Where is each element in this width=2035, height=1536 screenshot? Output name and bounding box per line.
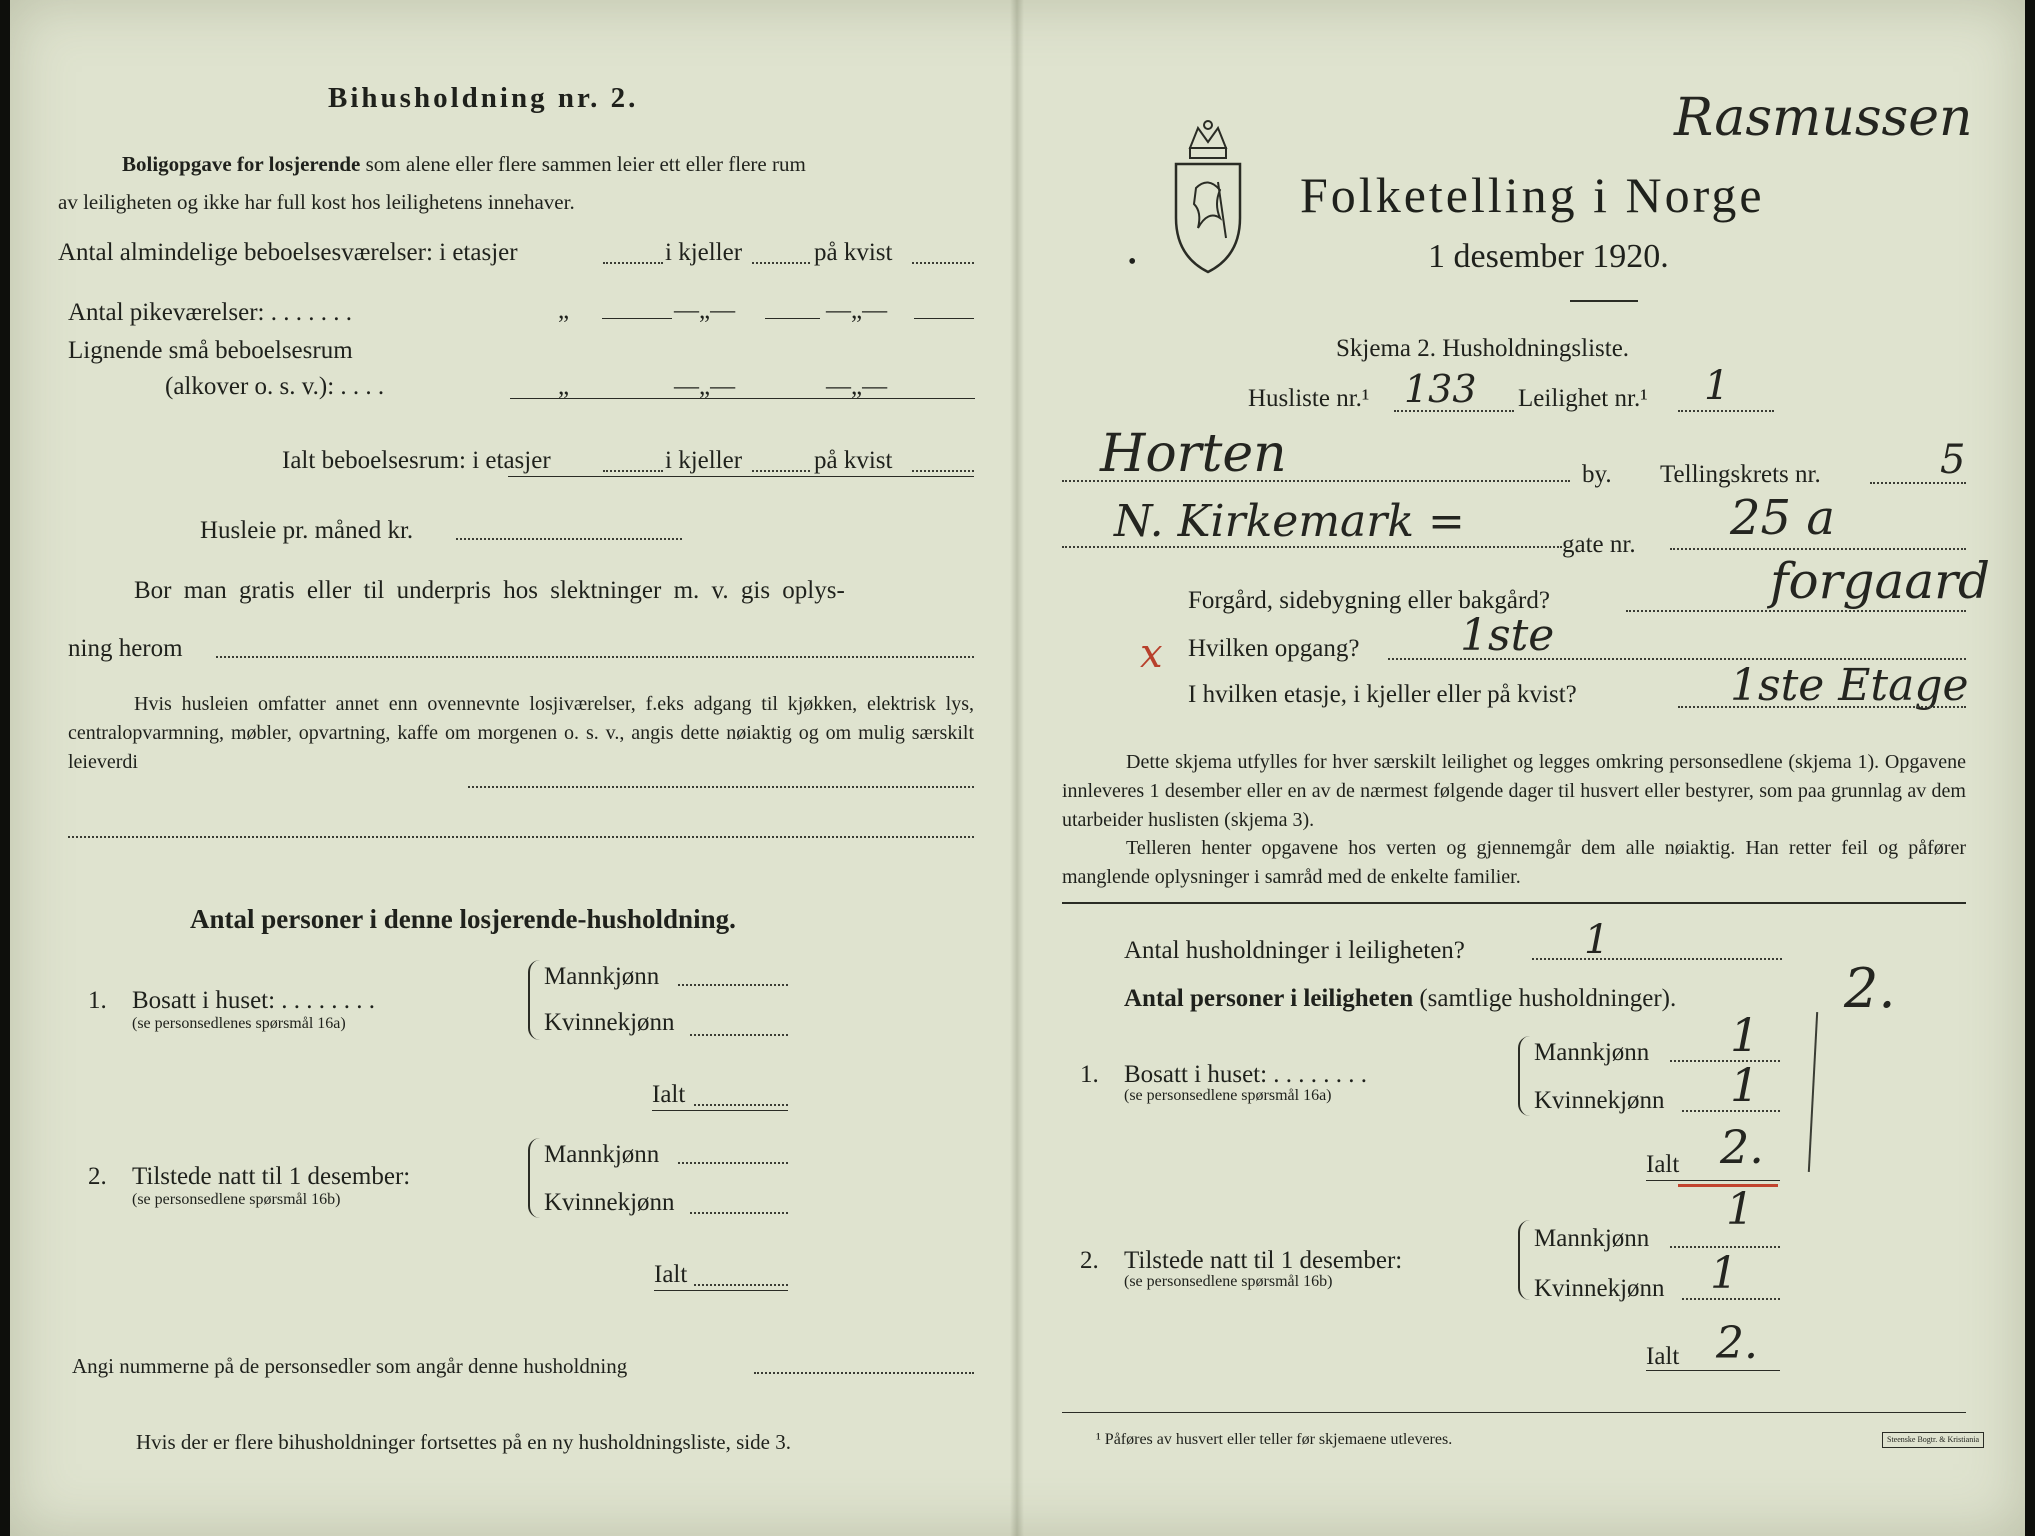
- tellingskrets-blank[interactable]: [1870, 482, 1966, 484]
- left-q2-sub: (se personsedlene spørsmål 16b): [132, 1191, 341, 1208]
- left-q2-label: Tilstede natt til 1 desember:: [132, 1163, 411, 1190]
- ditto-mark-5: —„—: [674, 373, 736, 400]
- ialt-kjeller-blank[interactable]: [752, 470, 810, 472]
- leilighet-value: 1: [1704, 363, 1730, 409]
- right-q2-ialt: Ialt: [1646, 1343, 1680, 1370]
- ning-herom-text: ning herom: [68, 635, 183, 662]
- gate-value: N. Kirkemark =: [1114, 496, 1465, 547]
- lignende-blank[interactable]: [510, 398, 975, 399]
- by-value: Horten: [1100, 424, 1287, 484]
- left-q1-ialt: Ialt: [652, 1081, 686, 1108]
- ialt-etasjer-blank[interactable]: [603, 470, 663, 472]
- pike-kjeller-blank[interactable]: [765, 318, 820, 319]
- angi-blank[interactable]: [754, 1372, 974, 1374]
- antal-hush-label: Antal husholdninger i leiligheten?: [1124, 937, 1465, 964]
- left-q2-num: 2.: [88, 1163, 107, 1190]
- leilighet-blank[interactable]: [1678, 410, 1774, 412]
- skjema-label: Skjema 2. Husholdningsliste.: [1336, 335, 1630, 362]
- husliste-value: 133: [1404, 367, 1477, 411]
- kjeller-blank[interactable]: [752, 262, 810, 264]
- right-q2-mann-value: 1: [1726, 1184, 1754, 1235]
- tellingskrets-value: 5: [1940, 437, 1966, 483]
- right-q1-ialt-value: 2.: [1720, 1120, 1764, 1174]
- left-q2-kvinne-blank[interactable]: [690, 1212, 788, 1214]
- leilighet-label: Leilighet nr.¹: [1518, 385, 1648, 412]
- lignende-label-1: Lignende små beboelsesrum: [68, 337, 353, 364]
- ditto-mark-4: „: [558, 373, 570, 400]
- bullet-mark: •: [1128, 249, 1137, 275]
- right-q2-mann: Mannkjønn: [1534, 1225, 1650, 1252]
- center-fold: [1010, 0, 1024, 1536]
- husleie-label: Husleie pr. måned kr.: [200, 517, 414, 544]
- forgaard-label: Forgård, sidebygning eller bakgård?: [1188, 587, 1550, 614]
- left-q1-sub: (se personsedlenes spørsmål 16a): [132, 1015, 346, 1032]
- gate-nr-blank[interactable]: [1670, 548, 1966, 550]
- ditto-mark-3: —„—: [826, 297, 888, 324]
- right-q1-num: 1.: [1080, 1061, 1099, 1088]
- right-q1-sub: (se personsedlene spørsmål 16a): [1124, 1087, 1332, 1104]
- instructions-1: Dette skjema utfylles for hver særskilt leilighet og legges omkring personsedlene (skjema 1). Opgavene innleveres 1 desember eller en av de nærmest følgende dager til husvert eller bestyrer, som paa grunnlag av dem utarbeider huslisten (skjema 3).: [1062, 751, 1966, 831]
- right-q1-ialt: Ialt: [1646, 1151, 1680, 1178]
- by-label: by.: [1582, 461, 1612, 488]
- right-q2-ialt-line: [1646, 1370, 1780, 1371]
- opgang-value: 1ste: [1460, 610, 1555, 661]
- right-q1-kvinne-value: 1: [1730, 1058, 1760, 1112]
- by-blank[interactable]: [1062, 480, 1570, 482]
- title-rule: [1570, 300, 1638, 302]
- pike-kvist-blank[interactable]: [914, 318, 974, 319]
- etasje-label: I hvilken etasje, i kjeller eller på kvist?: [1188, 681, 1577, 708]
- right-q2-sub: (se personsedlene spørsmål 16b): [1124, 1273, 1333, 1290]
- right-q2-num: 2.: [1080, 1247, 1099, 1274]
- opgang-label: Hvilken opgang?: [1188, 635, 1360, 662]
- right-q1-mann-blank[interactable]: [1670, 1060, 1780, 1062]
- left-q1-ialt-blank[interactable]: [694, 1104, 788, 1106]
- left-q1-kvinne: Kvinnekjønn: [544, 1009, 675, 1036]
- right-q1-kvinne: Kvinnekjønn: [1534, 1087, 1665, 1114]
- left-q2-ialt: Ialt: [654, 1261, 688, 1288]
- right-q2-kvinne-blank[interactable]: [1682, 1298, 1780, 1300]
- gate-label: gate nr.: [1562, 531, 1636, 558]
- ditto-mark-1: „: [558, 297, 570, 324]
- norway-coat-of-arms-icon: [1168, 118, 1248, 276]
- margin-stroke: [1808, 1012, 1818, 1172]
- section-rule: [1062, 902, 1966, 904]
- intro-bold: Boligopgave for losjerende: [122, 152, 361, 176]
- left-title: Bihusholdning nr. 2.: [328, 82, 639, 114]
- angi-text: Angi nummerne på de personsedler som angår denne husholdning: [72, 1354, 628, 1378]
- kvist-blank[interactable]: [912, 262, 974, 264]
- tellingskrets-label: Tellingskrets nr.: [1660, 461, 1821, 488]
- right-q1-brace: [1518, 1036, 1530, 1116]
- paa-kvist-label-1: på kvist: [814, 239, 893, 266]
- leieverdi-blank[interactable]: [468, 786, 974, 788]
- right-q1-mann-value: 1: [1730, 1008, 1760, 1062]
- pike-label: Antal pikeværelser: . . . . . . .: [68, 299, 352, 326]
- census-form-sheet: [10, 0, 2025, 1536]
- left-q1-mann-blank[interactable]: [678, 984, 788, 986]
- i-kjeller-label-2: i kjeller: [665, 447, 743, 474]
- bor-man-text: Bor man gratis eller til underpris hos slektninger m. v. gis oplys-: [134, 577, 845, 604]
- right-date: 1 desember 1920.: [1428, 238, 1669, 275]
- left-q2-mann-blank[interactable]: [678, 1162, 788, 1164]
- red-x-mark: x: [1140, 631, 1163, 677]
- ialt-kvist-blank[interactable]: [912, 470, 974, 472]
- right-q2-kvinne: Kvinnekjønn: [1534, 1275, 1665, 1302]
- ditto-mark-2: —„—: [674, 297, 736, 324]
- left-q1-num: 1.: [88, 987, 107, 1014]
- pike-etasjer-blank[interactable]: [602, 318, 672, 319]
- antal-hush-blank[interactable]: [1532, 958, 1782, 960]
- right-q2-label: Tilstede natt til 1 desember:: [1124, 1247, 1403, 1274]
- antal-alm-label: Antal almindelige beboelsesværelser: i etasjer: [58, 239, 518, 266]
- hvis-husleien-text: Hvis husleien omfatter annet enn ovennevnte losjiværelser, f.eks adgang til kjøkken, elektrisk lys, centralopvarmning, møbler, opvartning, kaffe om morgenen o. s. v., angis dette nøiaktig og om mulig særskilt leieverdi: [68, 693, 974, 773]
- left-q1-mann: Mannkjønn: [544, 963, 660, 990]
- etasje-value: 1ste Etage: [1730, 660, 1969, 711]
- etasje-blank[interactable]: [1678, 706, 1966, 708]
- left-q1-label: Bosatt i huset: . . . . . . . .: [132, 987, 376, 1014]
- antal-hush-value: 1: [1584, 917, 1610, 963]
- antal-pers-row: [1124, 986, 1676, 1011]
- left-footer: Hvis der er flere bihusholdninger fortsettes på en ny husholdningsliste, side 3.: [136, 1430, 791, 1454]
- oplysning-blank[interactable]: [216, 656, 974, 658]
- i-kjeller-label-1: i kjeller: [665, 239, 743, 266]
- antal-pers-bold: Antal personer i leiligheten: [1124, 985, 1414, 1012]
- right-q2-kvinne-value: 1: [1710, 1248, 1738, 1299]
- ditto-mark-6: —„—: [826, 373, 888, 400]
- antal-pers-value: 2.: [1844, 957, 1896, 1020]
- leieverdi-blank-2[interactable]: [68, 836, 974, 838]
- antal-pers-rest: (samtlige husholdninger).: [1419, 985, 1677, 1012]
- right-q1-ialt-line: [1646, 1180, 1780, 1181]
- intro-rest: som alene eller flere sammen leier ett eller flere rum: [365, 152, 806, 176]
- husliste-blank[interactable]: [1394, 410, 1514, 412]
- right-title: Folketelling i Norge: [1300, 167, 1765, 223]
- gate-blank[interactable]: [1062, 546, 1562, 548]
- paa-kvist-label-2: på kvist: [814, 447, 893, 474]
- footnote-text: ¹ Påføres av husvert eller teller før skjemaene utleveres.: [1096, 1431, 1453, 1448]
- forgaard-value: forgaard: [1770, 552, 1991, 610]
- left-q2-kvinne: Kvinnekjønn: [544, 1189, 675, 1216]
- etasjer-blank[interactable]: [603, 262, 663, 264]
- left-q2-brace: [528, 1138, 540, 1218]
- left-q1-ialt-line: [652, 1110, 788, 1111]
- ialt-beb-label: Ialt beboelsesrum: i etasjer: [282, 447, 551, 474]
- printer-stamp: Steenske Bogtr. & Kristiania: [1882, 1432, 1984, 1448]
- intro-line2: av leiligheten og ikke har full kost hos leilighetens innehaver.: [58, 190, 575, 214]
- husleie-blank[interactable]: [456, 538, 682, 540]
- lignende-label-2: (alkover o. s. v.): . . . .: [165, 373, 385, 400]
- left-q2-mann: Mannkjønn: [544, 1141, 660, 1168]
- left-antal-personer-title: Antal personer i denne losjerende-husholdning.: [190, 904, 736, 934]
- gate-nr-value: 25 a: [1730, 490, 1835, 546]
- right-q2-brace: [1518, 1220, 1530, 1300]
- instructions-2: Telleren henter opgavene hos verten og gjennemgår dem alle nøiaktig. Han retter feil og påfører manglende oplysninger i samråd med de enkelte familier.: [1062, 837, 1966, 888]
- ialt-underline: [508, 476, 974, 477]
- left-q2-ialt-line: [654, 1290, 788, 1291]
- right-q1-mann: Mannkjønn: [1534, 1039, 1650, 1066]
- footnote-rule: [1062, 1412, 1966, 1413]
- intro-line1: [122, 154, 806, 175]
- left-q2-ialt-blank[interactable]: [694, 1284, 788, 1286]
- right-q1-kvinne-blank[interactable]: [1682, 1110, 1780, 1112]
- left-q1-brace: [528, 960, 540, 1040]
- husliste-label: Husliste nr.¹: [1248, 385, 1370, 412]
- top-right-signature: Rasmussen: [1674, 88, 1973, 148]
- right-q1-label: Bosatt i huset: . . . . . . . .: [1124, 1061, 1368, 1088]
- left-q1-kvinne-blank[interactable]: [690, 1034, 788, 1036]
- right-q2-ialt-value: 2.: [1716, 1318, 1758, 1369]
- forgaard-blank[interactable]: [1626, 610, 1966, 612]
